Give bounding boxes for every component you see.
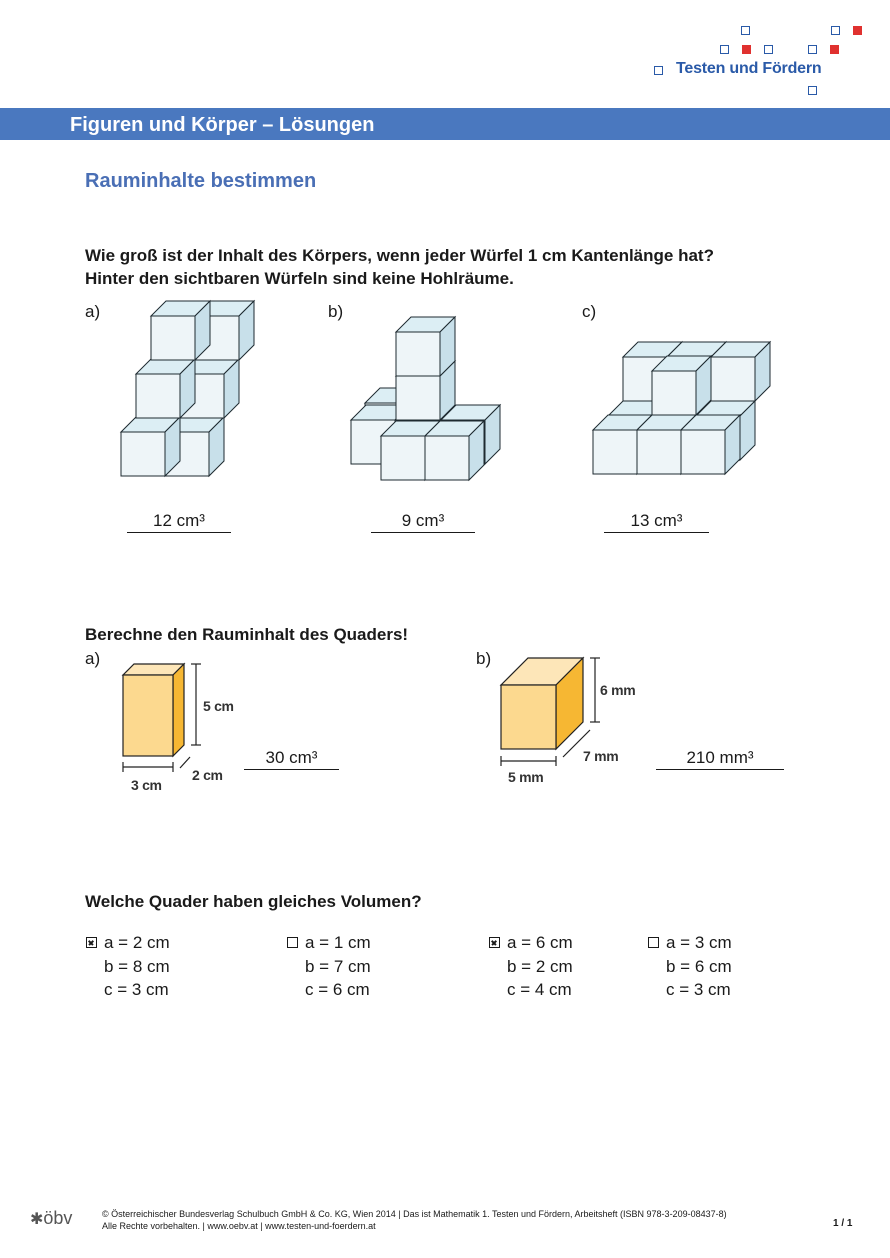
task1-label-a: a): [85, 302, 101, 321]
option-2-a: a = 1 cm: [305, 933, 371, 952]
task1-label-b: b): [328, 302, 344, 321]
cuboid-a-width-label: 3 cm: [131, 777, 162, 793]
publisher-logo-text: öbv: [43, 1208, 73, 1228]
option-3-b: b = 2 cm: [507, 956, 573, 976]
option-4-c: c = 3 cm: [666, 980, 731, 999]
cuboid-a-depth-label: 2 cm: [192, 767, 223, 783]
task1-question-line2: Hinter den sichtbaren Würfeln sind keine Hohlräume.: [85, 269, 514, 288]
footer-line1: © Österreichischer Bundesverlag Schulbuch GmbH & Co. KG, Wien 2014 | Das ist Mathematik 1. Testen und Fördern, Arbeitsheft (ISBN 978-3-209-08437-8): [102, 1209, 727, 1219]
option-2-b: b = 7 cm: [305, 956, 371, 976]
option-3-checkbox[interactable]: [489, 937, 500, 948]
option-4-a: a = 3 cm: [666, 933, 732, 952]
footer-copyright: [102, 1208, 727, 1232]
option-3: [489, 931, 573, 1002]
footer-line2: Alle Rechte vorbehalten. | www.oebv.at | www.testen-und-foerdern.at: [102, 1221, 376, 1231]
task2-answer-a: 30 cm³: [244, 748, 339, 770]
option-3-c: c = 4 cm: [507, 980, 572, 999]
task1-answer-c: 13 cm³: [604, 511, 709, 533]
task1-answer-a: 12 cm³: [127, 511, 231, 533]
task3-question: Welche Quader haben gleiches Volumen?: [85, 892, 422, 911]
task1-answer-b: 9 cm³: [371, 511, 475, 533]
option-1-c: c = 3 cm: [104, 980, 169, 999]
option-1-b: b = 8 cm: [104, 956, 170, 976]
page-title: Figuren und Körper – Lösungen: [70, 114, 375, 136]
option-3-a: a = 6 cm: [507, 933, 573, 952]
cuboid-b-height-label: 6 mm: [600, 682, 636, 698]
option-4: [648, 931, 732, 1002]
task2-question: Berechne den Rauminhalt des Quaders!: [85, 625, 409, 644]
option-1: [86, 931, 170, 1002]
task1-question-line1: Wie groß ist der Inhalt des Körpers, wenn jeder Würfel 1 cm Kantenlänge hat?: [85, 246, 714, 265]
option-1-a: a = 2 cm: [104, 933, 170, 952]
publisher-logo: [30, 1208, 72, 1229]
task2-label-a: a): [85, 649, 101, 668]
option-4-checkbox[interactable]: [648, 937, 659, 948]
brand-logo-text: Testen und Fördern: [676, 60, 822, 77]
page-number: 1 / 1: [833, 1218, 853, 1229]
cuboid-b-front: [501, 685, 556, 749]
option-2-c: c = 6 cm: [305, 980, 370, 999]
cuboid-b-width-label: 5 mm: [508, 769, 544, 785]
option-4-b: b = 6 cm: [666, 956, 732, 976]
cuboid-b-depth-label: 7 mm: [583, 748, 619, 764]
option-2: [287, 931, 371, 1002]
task2-answer-b: 210 mm³: [656, 748, 784, 770]
cuboid-a-height-label: 5 cm: [203, 698, 234, 714]
section-title: Rauminhalte bestimmen: [85, 170, 317, 192]
task1-label-c: c): [582, 302, 597, 321]
task2-label-b: b): [476, 649, 492, 668]
option-1-checkbox[interactable]: [86, 937, 97, 948]
publisher-logo-icon: ✱: [30, 1211, 44, 1228]
option-2-checkbox[interactable]: [287, 937, 298, 948]
